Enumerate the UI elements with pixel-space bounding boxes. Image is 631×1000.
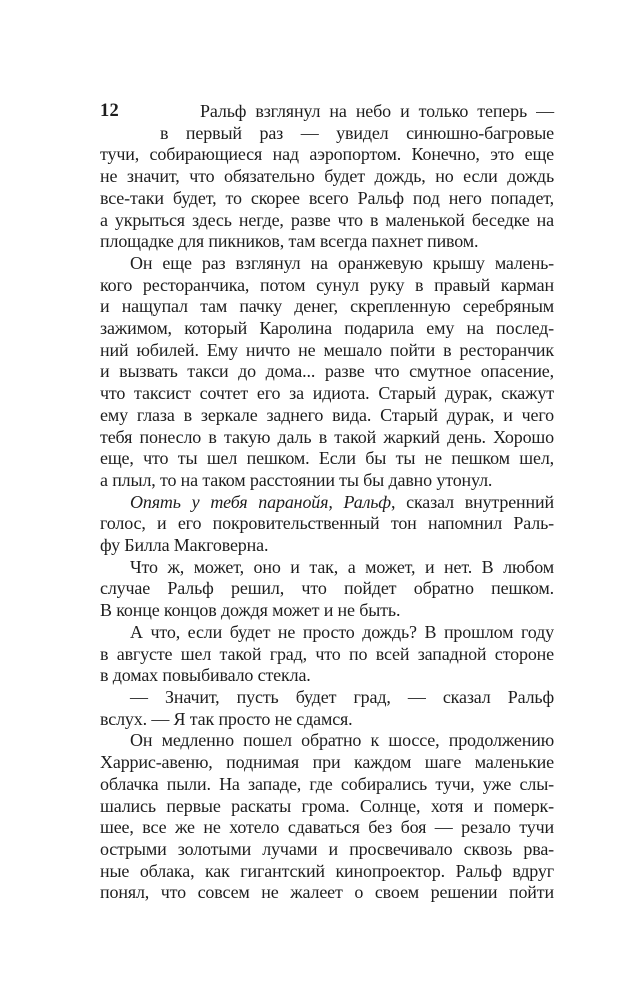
text-line — [100, 730, 554, 752]
text-segment: голос, и его покровительственный тон напомнил Раль- — [100, 513, 554, 534]
text-line — [100, 296, 554, 318]
text-segment: и вызвать такси до дома... разве что смутное опасение, — [100, 361, 554, 382]
text-line — [100, 709, 554, 731]
text-segment: а плыл, то на таком расстоянии ты бы давно утонул. — [100, 469, 493, 490]
text-line — [100, 340, 554, 362]
text-segment: в августе шел такой град, что по всей западной стороне — [100, 643, 554, 664]
text-line — [100, 144, 554, 166]
text-segment: шее, все же не хотело сдаваться без боя — резало тучи — [100, 817, 554, 838]
text-line — [100, 231, 554, 253]
text-segment: шались первые раскаты грома. Солнце, хотя и померк- — [100, 795, 554, 816]
text-segment: А что, если будет не просто дождь? В прошлом году — [130, 621, 554, 642]
text-line — [100, 318, 554, 340]
text-line — [100, 210, 554, 232]
text-line — [100, 188, 554, 210]
text-column — [100, 101, 554, 904]
text-line — [200, 101, 554, 123]
text-segment: в первый раз — увидел синюшно-багровые — [160, 122, 554, 143]
text-segment: тучи, собирающиеся над аэропортом. Конечно, это еще — [100, 144, 554, 165]
text-line — [100, 882, 554, 904]
text-line — [100, 448, 554, 470]
text-segment: ные облака, как гигантский кинопроектор. Ральф вдруг — [100, 860, 554, 881]
text-segment: Ральф взглянул на небо и только теперь — — [200, 101, 554, 121]
text-segment: случае Ральф решил, что пойдет обратно пешком. — [100, 578, 554, 599]
text-line — [100, 796, 554, 818]
text-line — [100, 600, 554, 622]
text-segment: и нащупал там пачку денег, скрепленную серебряным — [100, 296, 554, 317]
text-segment: Харрис-авеню, поднимая при каждом шаге маленькие — [100, 752, 554, 773]
text-segment: а укрыться здесь негде, разве что в маленькой беседке на — [100, 209, 554, 230]
text-segment: зажимом, который Каролина подарила ему на послед- — [100, 318, 554, 339]
text-segment: Он медленно пошел обратно к шоссе, продолжению — [130, 730, 554, 751]
text-line — [100, 275, 554, 297]
text-line — [100, 817, 554, 839]
text-segment: облачка пыли. На западе, где собирались тучи, уже слы- — [100, 773, 554, 794]
text-segment: Он еще раз взглянул на оранжевую крышу малень- — [130, 252, 554, 273]
paragraph — [100, 101, 554, 253]
text-line — [100, 361, 554, 383]
text-line — [100, 470, 554, 492]
text-line — [100, 644, 554, 666]
text-line — [160, 123, 554, 145]
italic-inner-voice-text: Опять у тебя паранойя, Ральф — [130, 491, 391, 512]
text-line — [100, 492, 554, 514]
text-line — [100, 166, 554, 188]
text-line — [100, 861, 554, 883]
text-line — [100, 513, 554, 535]
paragraph — [100, 253, 554, 492]
text-segment: ему глаза в зеркале заднего вида. Старый дурак, и чего — [100, 404, 554, 425]
page-number: 12 — [100, 101, 120, 121]
text-segment: не значит, что обязательно будет дождь, но если дождь — [100, 166, 554, 187]
text-line — [100, 405, 554, 427]
text-line — [100, 687, 554, 709]
text-segment: тебя понесло в такую даль в такой жаркий день. Хорошо — [100, 426, 554, 447]
paragraph — [100, 622, 554, 687]
text-line — [100, 665, 554, 687]
paragraph — [100, 492, 554, 557]
text-line — [100, 752, 554, 774]
text-segment: вслух. — Я так просто не сдамся. — [100, 708, 353, 729]
text-segment: кого ресторанчика, потом сунул руку в правый карман — [100, 274, 554, 295]
text-line — [100, 557, 554, 579]
text-segment: ний юбилей. Ему ничто не мешало пойти в ресторанчик — [100, 339, 554, 360]
text-segment: еще, что ты шел пешком. Если бы ты не пешком шел, — [100, 448, 554, 469]
paragraph — [100, 730, 554, 904]
text-segment: , сказал внутренний — [390, 491, 554, 512]
text-segment: В конце концов дождя может и не быть. — [100, 600, 401, 621]
text-line — [100, 622, 554, 644]
text-segment: фу Билла Макговерна. — [100, 535, 269, 556]
paragraph — [100, 687, 554, 730]
text-segment: все-таки будет, то скорее всего Ральф под него попадет, — [100, 187, 554, 208]
paragraph — [100, 557, 554, 622]
text-line — [100, 578, 554, 600]
text-line — [100, 383, 554, 405]
text-segment: площадке для пикников, там всегда пахнет пивом. — [100, 231, 479, 252]
text-segment: — Значит, пусть будет град, — сказал Ральф — [130, 686, 554, 707]
text-segment: в домах повыбивало стекла. — [100, 665, 311, 686]
text-segment: острыми золотыми лучами и просвечивало сквозь рва- — [100, 838, 554, 859]
text-line — [100, 839, 554, 861]
text-line — [100, 774, 554, 796]
text-line — [100, 427, 554, 449]
text-line — [100, 535, 554, 557]
text-line — [100, 253, 554, 275]
text-segment: понял, что совсем не жалеет о своем решении пойти — [100, 882, 554, 903]
text-segment: что таксист сочтет его за идиота. Старый дурак, скажут — [100, 383, 554, 404]
text-segment: Что ж, может, оно и так, а может, и нет. В любом — [130, 556, 554, 577]
